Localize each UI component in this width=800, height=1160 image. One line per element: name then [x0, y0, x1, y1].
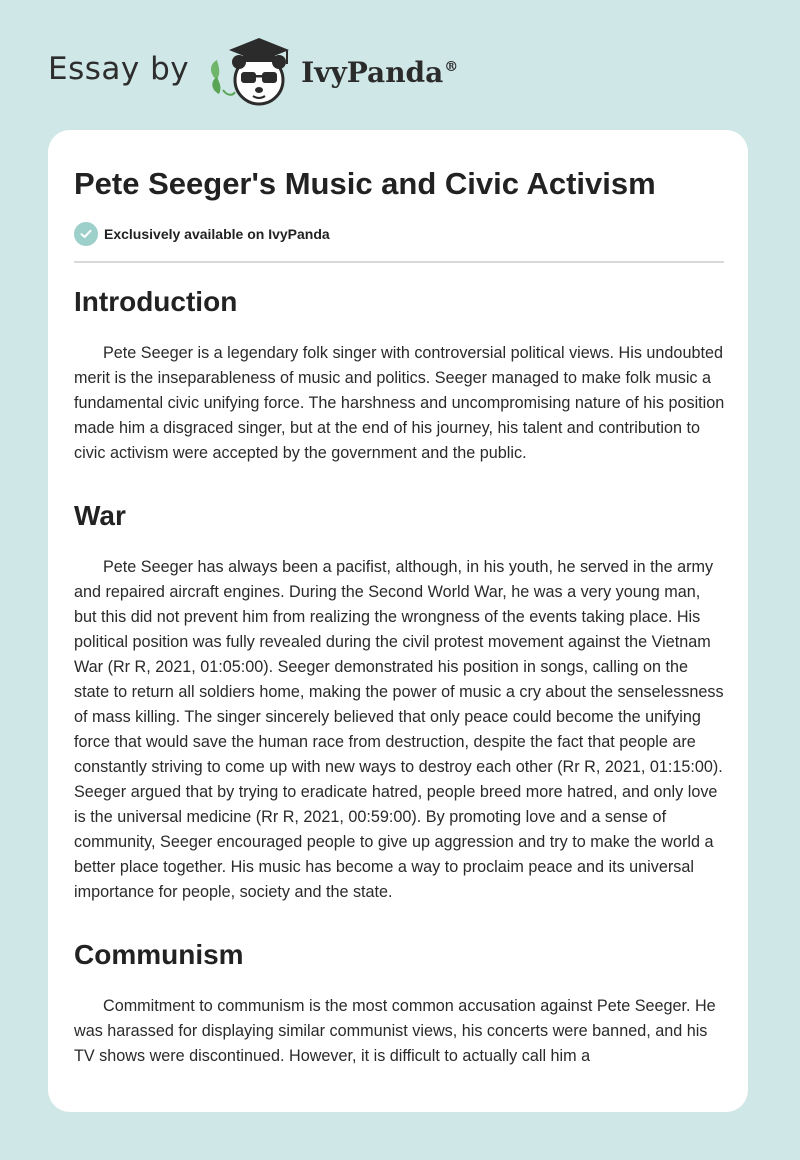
section-paragraph-communism: Commitment to communism is the most common accusation against Pete Seeger. He was harassed for displaying similar communist views, his concerts were banned, and his TV shows were discontinued. However, it is difficult to actually call him a — [74, 997, 716, 1065]
registered-mark: ® — [444, 59, 459, 76]
badge-text: Exclusively available on IvyPanda — [104, 226, 330, 242]
ivypanda-logo-icon — [203, 34, 299, 110]
check-circle-icon — [74, 222, 98, 246]
brand-name: IvyPanda® — [301, 55, 459, 89]
exclusive-badge — [74, 222, 330, 246]
section-heading-war: War — [74, 500, 126, 531]
section-heading-communism: Communism — [74, 939, 244, 970]
section-paragraph-war: Pete Seeger has always been a pacifist, although, in his youth, he served in the army and repaired aircraft engines. During the Second World War, he was a very young man, but this did not prevent him from realizing the wrongness of the events taking place. His political position was fully revealed during the civil protest movement against the Vietnam War (Rr R, 2021, 01:05:00). Seeger demonstrated his position in songs, calling on the state to return all soldiers home, making the power of music a cry about the senselessness of mass killing. The singer sincerely believed that only peace could become the unifying force that would save the human race from destruction, despite the fact that people are constantly striving to come up with new ways to destroy each other (Rr R, 2021, 01:15:00). Seeger argued that by trying to eradicate hatred, people breed more hatred, and only love is the universal medicine (Rr R, 2021, 00:59:00). By promoting love and a sense of community, Seeger encouraged people to give up aggression and try to make the world a better place together. His music has become a way to proclaim peace and its universal importance for people, society and the state. — [74, 558, 724, 901]
brand-prefix: Essay by — [48, 51, 190, 87]
section-paragraph-introduction: Pete Seeger is a legendary folk singer with controversial political views. His undoubted merit is the inseparableness of music and politics. Seeger managed to make folk music a fundamental civic unifying force. The harshness and uncompromising nature of his position made him a disgraced singer, but at the end of his journey, his talent and contribution to civic activism were accepted by the government and the public. — [74, 344, 725, 462]
essay-card — [48, 130, 748, 1112]
page-title: Pete Seeger's Music and Civic Activism — [74, 166, 656, 201]
divider — [74, 261, 724, 263]
brand-header[interactable] — [48, 34, 458, 110]
section-heading-introduction: Introduction — [74, 286, 238, 317]
essay-body — [74, 280, 726, 1069]
